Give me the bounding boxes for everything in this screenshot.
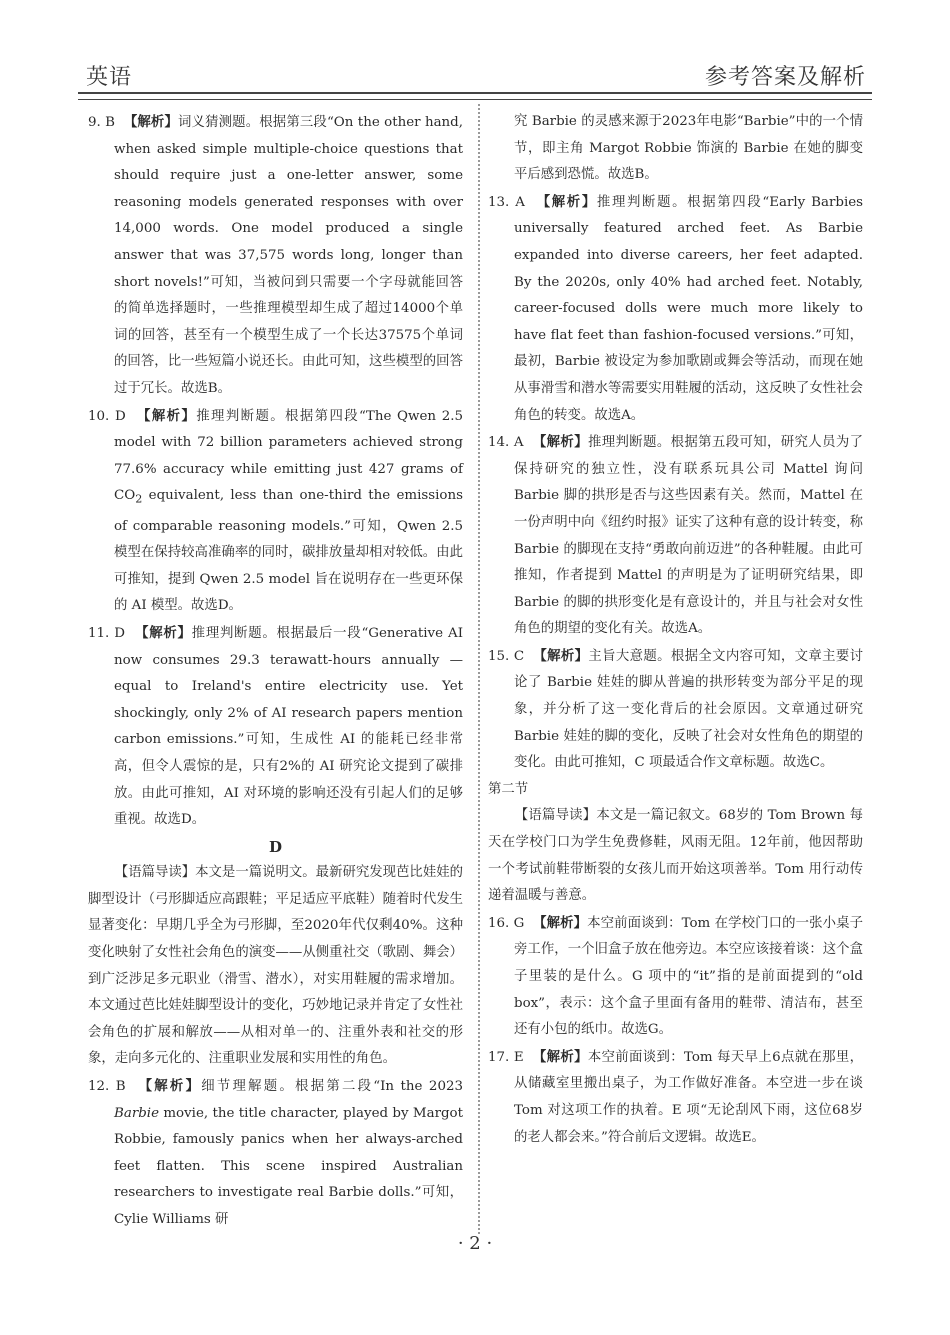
section-heading-d: D [268,837,282,856]
column-divider [478,104,480,1234]
answer-number: 16. G [488,915,525,931]
analysis-tag: 【解析】 [533,647,589,664]
passage-intro-section2: 【语篇导读】本文是一篇记叙文。68岁的 Tom Brown 每天在学校门口为学生免费修鞋，风雨无阻。12年前，他因帮助一个考试前鞋带断裂的女孩儿而开始这项善举。Tom 用行动传递着温暖与善意。 [488,808,863,904]
passage-intro-d: 【语篇导读】本文是一篇说明文。最新研究发现芭比娃娃的脚型设计（弓形脚适应高跟鞋；平足适应平底鞋）随着时代发生显著变化：早期几乎全为弓形脚，至2020年代仅剩40%。这种变化映射了女性社会角色的演变——从侧重社交（歌剧、舞会）到广泛涉足多元职业（滑雪、潜水），对实用鞋履的需求增加。本文通过芭比娃娃脚型设计的变化，巧妙地记录并肯定了女性社会角色的扩展和解放——从相对单一的、注重外表和社交的形象，走向多元化的、注重职业发展和实用性的角色。 [88,865,463,1067]
analysis-tag: 【解析】 [533,914,588,931]
analysis-tag: 【解析】 [536,193,597,210]
answer-explanation: 推理判断题。根据第四段“Early Barbies universally featured arched feet. As Barbie expanded into diverse careers, her feet adapted. By the 2020s, only 40% had arched feet. Notably, career-focused dolls were much more likely to have flat feet than fashion-focused versions.”可知，最初，Barbie 被设定为参加歌剧或舞会等活动，而现在她从事滑雪和潜水等需要实用鞋履的活动，这反映了女性社会角色的转变。故选A。 [514,194,864,423]
answer-number: 14. A [488,435,524,451]
answer-number: 9. B [88,115,116,130]
answer-explanation: 推理判断题。根据第五段可知，研究人员为了保持研究的独立性，没有联系玩具公司 Mattel 询问 Barbie 脚的拱形是否与这些因素有关。然而，Mattel 在一份声明中向《纽约时报》证实了这种有意的设计转变，称 Barbie 的脚现在支持“勇敢向前迈进”的各种鞋履。由此可推知，作者提到 Mattel 的声明是为了证明研究结果，即 Barbie 的脚的拱形变化是有意设计的，并且与社会对女性角色的期望的变化有关。故选A。 [514,435,864,637]
header-double-rule [78,92,872,100]
answer-explanation: 本空前面谈到：Tom 每天早上6点就在那里，从储藏室里搬出桌子，为工作做好准备。本空进一步在谈 Tom 对这项工作的执着。E 项“无论刮风下雨，这位68岁的老人都会来。”符合前后文逻辑。故选E。 [514,1049,864,1145]
answer-explanation: 本空前面谈到：Tom 在学校门口的一张小桌子旁工作，一个旧盒子放在他旁边。本空应该接着谈：这个盒子里装的是什么。G 项中的“it”指的是前面提到的“old box”，表示：这个盒子里面有备用的鞋带、清洁布，甚至还有小包的纸巾。故选G。 [514,915,863,1038]
answer-item-17 [488,1044,863,1151]
analysis-tag: 【解析】 [138,1078,202,1095]
header-title: 参考答案及解析 [704,65,866,90]
page-header [78,58,872,94]
answer-explanation: 主旨大意题。根据全文内容可知，文章主要讨论了 Barbie 娃娃的脚从普遍的拱形转变为部分平足的现象，并分析了这一变化背后的社会原因。文章通过研究 Barbie 娃娃的脚的变化，反映了社会对女性角色的期望的变化。由此可推知，C 项最适合作文章标题。故选C。 [514,648,863,771]
answer-item-9 [88,109,463,403]
answer-item-10 [88,403,463,620]
answer-item-12-continued: 究 Barbie 的灵感来源于2023年电影“Barbie”中的一个情节，即主角 Margot Robbie 饰演的 Barbie 在她的脚变平后感到恐慌。故选B。 [514,114,863,183]
subject-label: 英语 [86,65,133,90]
answer-number: 11. D [88,625,126,641]
section-heading-2: 第二节 [488,781,529,797]
subscript: 2 [135,492,143,506]
answer-item-15 [488,643,863,777]
analysis-tag: 【解析】 [135,624,192,641]
answer-number: 13. A [488,194,525,210]
answer-item-14 [488,429,863,643]
answer-explanation-cont: equivalent, less than one-third the emissions of comparable reasoning models.”可知，Qwen 2.5 模型在保持较高准确率的同时，碳排放量却相对较低。由此可推知，提到 Qwen 2.5 model 旨在说明存在一些更环保的 AI 模型。故选D。 [114,488,463,614]
answer-item-13 [488,189,863,429]
left-column [88,109,463,1234]
right-column [488,109,863,1151]
answer-item-11 [88,620,463,834]
page-number: · 2 · [457,1233,493,1254]
answer-item-16 [488,910,863,1044]
answer-number: 12. B [88,1079,126,1095]
analysis-tag: 【解析】 [532,1048,588,1065]
italic-title: Barbie [114,1105,160,1121]
answer-explanation: 词义猜测题。根据第三段“On the other hand, when asked simple multiple-choice questions that should require just a one-letter answer, some reasoning models generated responses with over 14,000 words. One model produced a single answer that was 37,575 words long, longer than short novels!”可知，当被问到只需要一个字母就能回答的简单选择题时，一些推理模型却生成了超过14000个单词的回答，甚至有一个模型生成了一个长达37575个单词的回答，比一些短篇小说还长。由此可知，这些模型的回答过于冗长。故选B。 [114,115,464,396]
answer-number: 17. E [488,1049,524,1065]
answer-item-12 [88,1073,463,1234]
analysis-tag: 【解析】 [137,407,197,424]
answer-explanation: 推理判断题。根据最后一段“Generative AI now consumes 29.3 terawatt-hours annually — equal to Ireland's entire electricity use. Yet shockingly, only 2% of AI research papers mention carbon emissions.”可知，生成性 AI 的能耗已经非常高，但令人震惊的是，只有2%的 AI 研究论文提到了碳排放。由此可推知，AI 对环境的影响还没有引起人们的足够重视。故选D。 [114,625,463,828]
answer-explanation: 细节理解题。根据第二段“In the 2023 [201,1079,464,1095]
answer-number: 10. D [88,408,126,424]
analysis-tag: 【解析】 [123,114,179,130]
answer-number: 15. C [488,648,525,664]
analysis-tag: 【解析】 [532,434,588,451]
answer-explanation: 推理判断题。根据第四段“The Qwen 2.5 model with 72 billion parameters achieved strong 77.6% accuracy while emitting just 427 grams of CO [114,408,464,504]
answer-explanation-cont: movie, the title character, played by Margot Robbie, famously panics when her always-arched feet flatten. This scene inspired Australian researchers to investigate real Barbie dolls.”可知，Cylie Williams 研 [114,1105,463,1228]
